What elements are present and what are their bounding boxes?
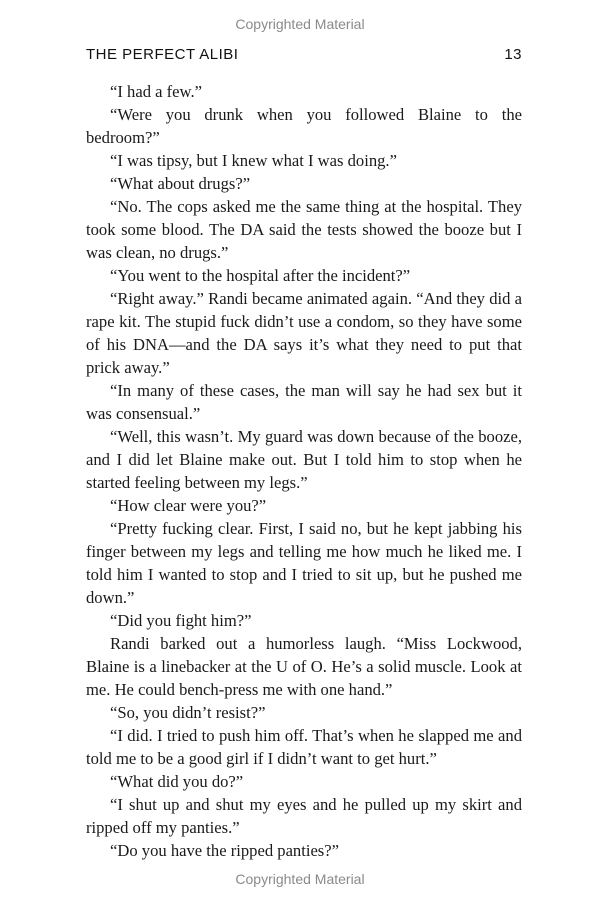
- paragraph: “Do you have the ripped panties?”: [110, 841, 339, 860]
- paragraph: “Did you fight him?”: [110, 611, 252, 630]
- paragraph: “Well, this wasn’t. My guard was down because of the booze, and I did let Blaine make out. But I told him to stop when he started feeling between my legs.”: [86, 427, 522, 492]
- page-number: 13: [504, 46, 522, 63]
- paragraph: “I did. I tried to push him off. That’s when he slapped me and told me to be a good girl if I didn’t want to get hurt.”: [86, 726, 522, 768]
- paragraph: “I shut up and shut my eyes and he pulled up my skirt and ripped off my panties.”: [86, 795, 522, 837]
- paragraph: “I was tipsy, but I knew what I was doing.”: [110, 151, 397, 170]
- copyright-watermark-top: Copyrighted Material: [235, 16, 365, 32]
- paragraph: “So, you didn’t resist?”: [110, 703, 266, 722]
- paragraph: “What about drugs?”: [110, 174, 251, 193]
- paragraph: “In many of these cases, the man will say he had sex but it was consensual.”: [86, 381, 522, 423]
- paragraph: “What did you do?”: [110, 772, 244, 791]
- paragraph: “I had a few.”: [110, 82, 202, 101]
- running-header: [86, 46, 522, 68]
- page-body: [86, 80, 522, 862]
- paragraph: “No. The cops asked me the same thing at the hospital. They took some blood. The DA said the tests showed the booze but I was clean, no drugs.”: [86, 197, 522, 262]
- paragraph: “You went to the hospital after the incident?”: [110, 266, 411, 285]
- paragraph: Randi barked out a humorless laugh. “Miss Lockwood, Blaine is a linebacker at the U of O. He’s a solid muscle. Look at me. He could bench-press me with one hand.”: [86, 634, 522, 699]
- paragraph: “How clear were you?”: [110, 496, 267, 515]
- paragraph: “Right away.” Randi became animated again. “And they did a rape kit. The stupid fuck didn’t use a condom, so they have some of his DNA—and the DA says it’s what they need to put that prick away.”: [86, 289, 522, 377]
- paragraph: “Were you drunk when you followed Blaine to the bedroom?”: [86, 105, 522, 147]
- copyright-watermark-bottom: Copyrighted Material: [235, 871, 365, 887]
- book-title: THE PERFECT ALIBI: [86, 46, 239, 63]
- paragraph: “Pretty fucking clear. First, I said no, but he kept jabbing his finger between my legs and telling me how much he liked me. I told him I wanted to stop and I tried to sit up, but he pushed me down.”: [86, 519, 522, 607]
